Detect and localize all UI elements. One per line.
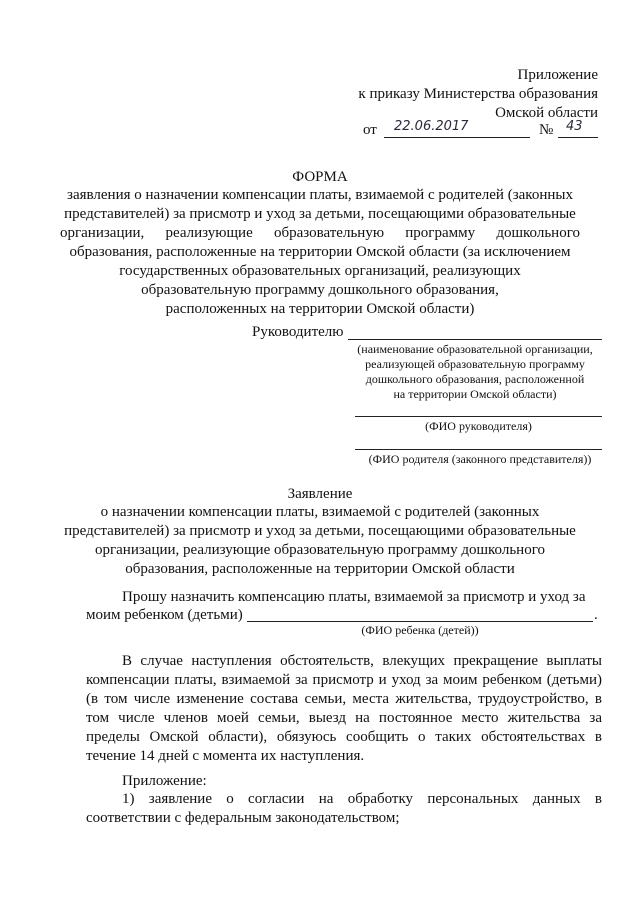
obligation-line: компенсации платы, взимаемой за присмотр и уход за моим ребенком (детьми) — [86, 672, 602, 688]
obligation-line: том числе членов моей семьи, выезд на постоянное место жительства за — [86, 710, 602, 726]
recipient-org-line — [348, 339, 602, 340]
statement-line: о назначении компенсации платы, взимаемой с родителей (законных — [100, 504, 540, 520]
order-number-label: № — [539, 122, 554, 138]
form-subtitle-line: образовательную программу дошкольного образования, — [141, 282, 499, 298]
recipient-org-hint — [340, 342, 610, 402]
obligation-line: В случае наступления обстоятельств, влекущих прекращение выплаты — [122, 653, 602, 669]
form-subtitle-line: расположенных на территории Омской области) — [165, 301, 475, 317]
appendix-order-ref: к приказу Министерства образования — [358, 86, 598, 102]
obligation-line: течение 14 дней с момента их наступления. — [86, 748, 365, 764]
order-date-line — [384, 137, 530, 138]
head-name-hint: (ФИО руководителя) — [425, 419, 532, 433]
org-hint-line: реализующей образовательную программу — [365, 357, 585, 371]
child-name-line — [247, 621, 593, 622]
order-date-label: от — [363, 122, 377, 138]
attachment-item-line: 1) заявление о согласии на обработку персональных данных в — [122, 791, 602, 807]
form-subtitle-line: представителей) за присмотр и уход за детьми, посещающими образовательные — [64, 206, 576, 222]
order-number-line — [558, 137, 598, 138]
form-subtitle-line: организации, реализующие образовательную программу дошкольного — [60, 225, 580, 241]
appendix-title: Приложение — [517, 67, 598, 83]
statement-line: представителей) за присмотр и уход за детьми, посещающими образовательные — [64, 523, 576, 539]
form-subtitle-line: образования, расположенные на территории Омской области (за исключением — [69, 244, 571, 260]
form-title: ФОРМА — [292, 169, 348, 185]
form-subtitle-line: заявления о назначении компенсации платы, взимаемой с родителей (законных — [67, 187, 573, 203]
request-line-2-prefix: моим ребенком (детьми) — [86, 607, 243, 623]
org-hint-line: дошкольного образования, расположенной — [365, 372, 585, 386]
order-number-value: 43 — [566, 119, 583, 134]
recipient-label: Руководителю — [252, 324, 344, 340]
attachment-item-line: соответствии с федеральным законодательством; — [86, 810, 400, 826]
org-hint-line: на территории Омской области) — [393, 387, 557, 401]
attachments-title: Приложение: — [122, 773, 207, 789]
order-date-value: 22.06.2017 — [394, 119, 469, 134]
form-subtitle-line: государственных образовательных организаций, реализующих — [119, 263, 521, 279]
statement-body — [60, 503, 580, 579]
child-name-hint: (ФИО ребенка (детей)) — [361, 623, 479, 637]
obligation-line: пределы Омской области), обязуюсь сообщить о таких обстоятельствах в — [86, 729, 602, 745]
org-hint-line: (наименование образовательной организации, — [357, 342, 593, 356]
statement-title: Заявление — [287, 486, 353, 502]
request-line-2-suffix: . — [594, 607, 598, 623]
parent-name-line — [355, 449, 602, 450]
head-name-line — [355, 416, 602, 417]
statement-line: организации, реализующие образовательную программу дошкольного — [95, 542, 545, 558]
appendix-region: Омской области — [495, 105, 598, 121]
request-line-1: Прошу назначить компенсацию платы, взимаемой за присмотр и уход за — [122, 589, 586, 605]
statement-line: образования, расположенные на территории Омской области — [125, 561, 515, 577]
form-subtitle — [60, 186, 580, 319]
attachments-list — [86, 790, 602, 828]
obligation-paragraph — [86, 652, 602, 766]
obligation-line: (в том числе изменение состава семьи, места жительства, трудоустройство, в — [86, 691, 602, 707]
parent-name-hint: (ФИО родителя (законного представителя)) — [368, 452, 592, 466]
